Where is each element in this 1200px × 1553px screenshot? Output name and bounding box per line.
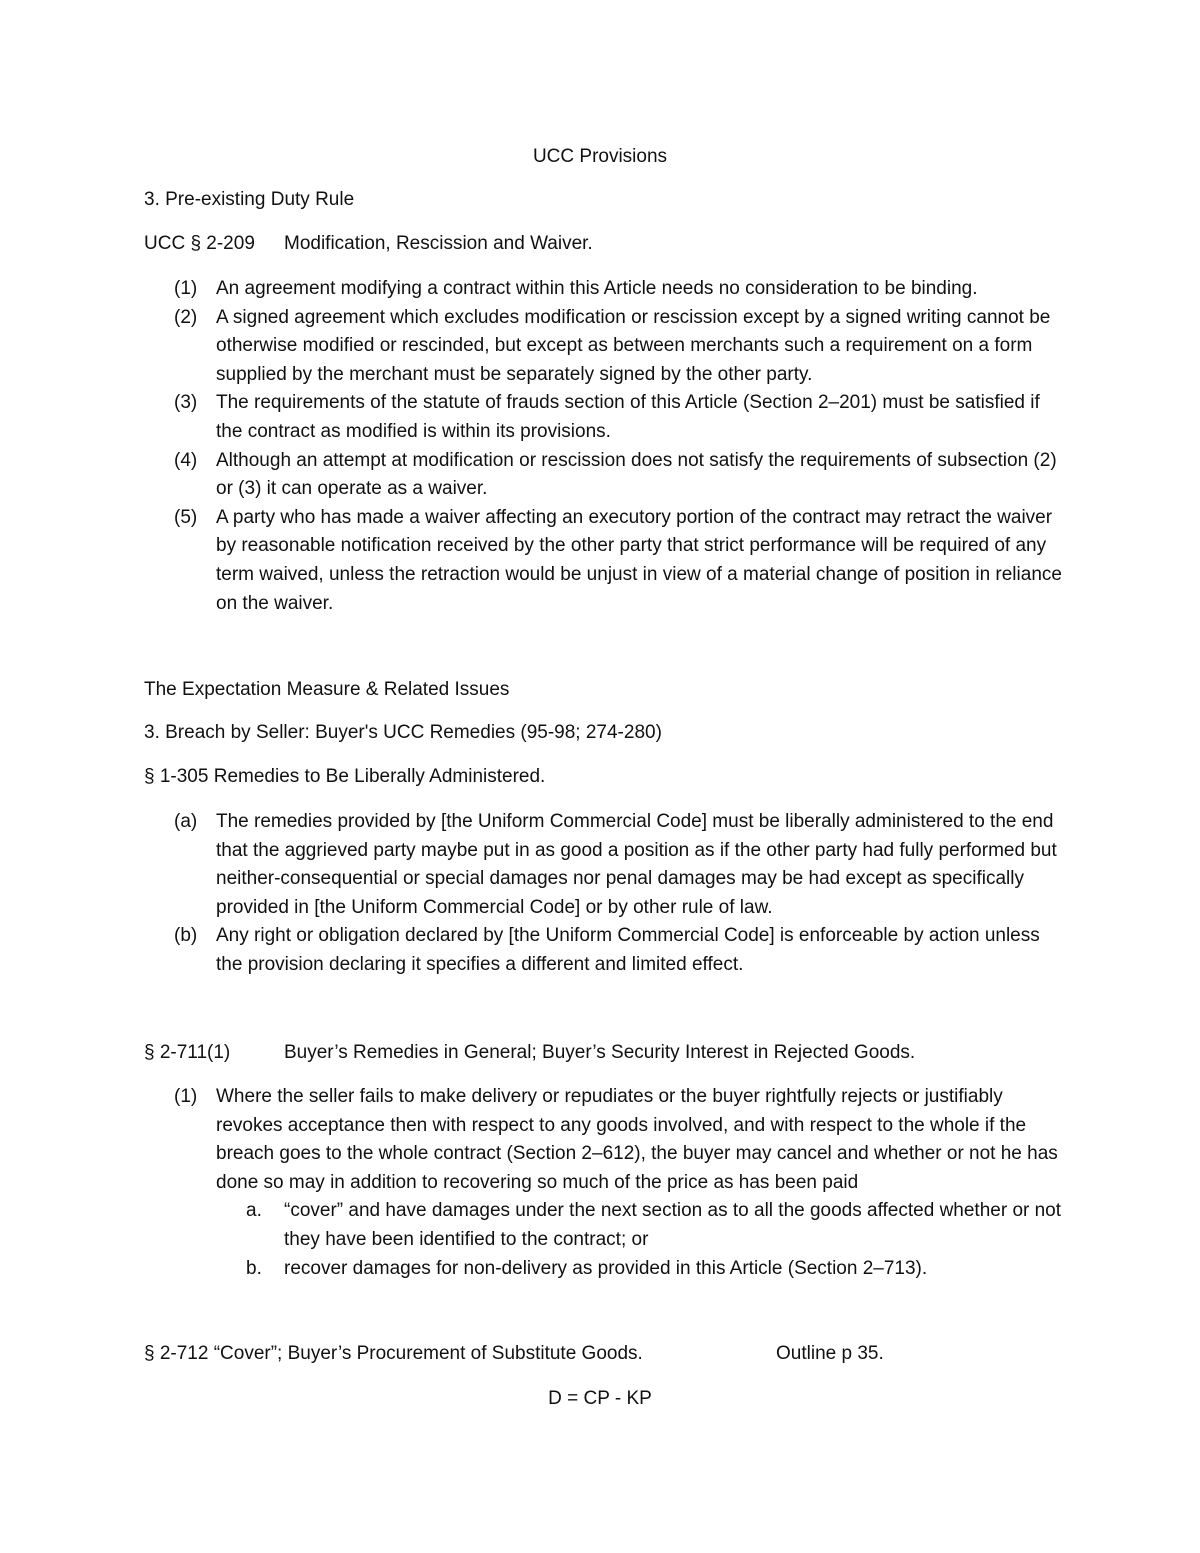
page-title: UCC Provisions	[532, 146, 668, 167]
list-item-text: An agreement modifying a contract within this Article needs no consideration to be binding.	[216, 278, 978, 299]
list-marker: (2)	[174, 306, 198, 328]
list-item-text: Although an attempt at modification or rescission does not satisfy the requirements of subsection (2) or (3) it can operate as a waiver.	[216, 449, 1057, 500]
section-subheading-breach-by-seller: 3. Breach by Seller: Buyer's UCC Remedies (95-98; 274-280)	[144, 722, 662, 743]
list-item	[174, 922, 1064, 979]
list-item-text: Where the seller fails to make delivery or repudiates or the buyer rightfully rejects or justifiably revokes acceptance then with respect to any goods involved, and with respect to the whole if the breach goes to the whole contract (Section 2–612), the buyer may cancel and whether or not he has done so may in addition to recovering so much of the price as has been paid	[216, 1086, 1058, 1193]
list-item-text: A signed agreement which excludes modification or rescission except by a signed writing cannot be otherwise modified or rescinded, but except as between merchants such a requirement on a form supplied by the merchant must be separately signed by the other party.	[216, 306, 1051, 385]
outline-reference: Outline p 35.	[776, 1343, 884, 1364]
rule-2-711-sublist	[216, 1197, 1064, 1283]
sublist-item	[246, 1255, 1064, 1284]
sublist-marker: a.	[246, 1200, 262, 1222]
sublist-item-text: “cover” and have damages under the next section as to all the goods affected whether or not they have been identified to the contract; or	[284, 1200, 1062, 1250]
rule-2-712-heading: § 2-712 “Cover”; Buyer’s Procurement of Substitute Goods.	[144, 1343, 643, 1364]
list-marker: (a)	[174, 811, 198, 832]
section-heading-expectation-measure: The Expectation Measure & Related Issues	[144, 679, 510, 700]
rule-2-711-title: Buyer’s Remedies in General; Buyer’s Security Interest in Rejected Goods.	[284, 1042, 916, 1063]
sublist-item	[246, 1197, 1064, 1254]
rule-1-305-heading: § 1-305 Remedies to Be Liberally Administered.	[144, 766, 546, 787]
rule-2-209-title: Modification, Rescission and Waiver.	[284, 233, 593, 254]
list-marker: (1)	[174, 278, 198, 299]
list-marker: (3)	[174, 392, 198, 414]
damages-formula: D = CP - KP	[548, 1388, 652, 1409]
list-item	[174, 389, 1064, 446]
list-marker: (4)	[174, 449, 198, 471]
list-item-text: The requirements of the statute of frauds section of this Article (Section 2–201) must be satisfied if the contract as modified is within its provisions.	[216, 392, 1040, 442]
list-marker: (b)	[174, 925, 198, 947]
list-item-text: A party who has made a waiver affecting an executory portion of the contract may retract the waiver by reasonable notification received by the other party that strict performance will be required of any term waived, unless the retraction would be unjust in view of a material change of position in reliance on the waiver.	[216, 506, 1062, 614]
section-heading-pre-existing-duty: 3. Pre-existing Duty Rule	[144, 189, 355, 210]
list-item	[174, 447, 1064, 504]
list-marker: (5)	[174, 506, 198, 528]
list-item-text: The remedies provided by [the Uniform Commercial Code] must be liberally administered to the end that the aggrieved party maybe put in as good a position as if the other party had fully performed but neither-consequential or special damages nor penal damages may be had except as specifically provided in [the Uniform Commercial Code] or by other rule of law.	[216, 811, 1057, 918]
sublist-marker: b.	[246, 1257, 262, 1279]
list-marker: (1)	[174, 1086, 198, 1107]
rule-2-209-list	[174, 275, 1064, 618]
list-item	[174, 275, 1064, 304]
list-item	[174, 1083, 1064, 1283]
list-item-text: Any right or obligation declared by [the Uniform Commercial Code] is enforceable by action unless the provision declaring it specifies a different and limited effect.	[216, 925, 1040, 975]
rule-2-711-code: § 2-711(1)	[144, 1042, 231, 1063]
rule-2-209-code: UCC § 2-209	[144, 233, 255, 254]
rule-1-305-list	[174, 808, 1064, 980]
rule-2-711-list	[174, 1083, 1064, 1283]
list-item	[174, 504, 1064, 618]
sublist-item-text: recover damages for non-delivery as provided in this Article (Section 2–713).	[284, 1257, 928, 1279]
list-item	[174, 304, 1064, 390]
list-item	[174, 808, 1064, 922]
